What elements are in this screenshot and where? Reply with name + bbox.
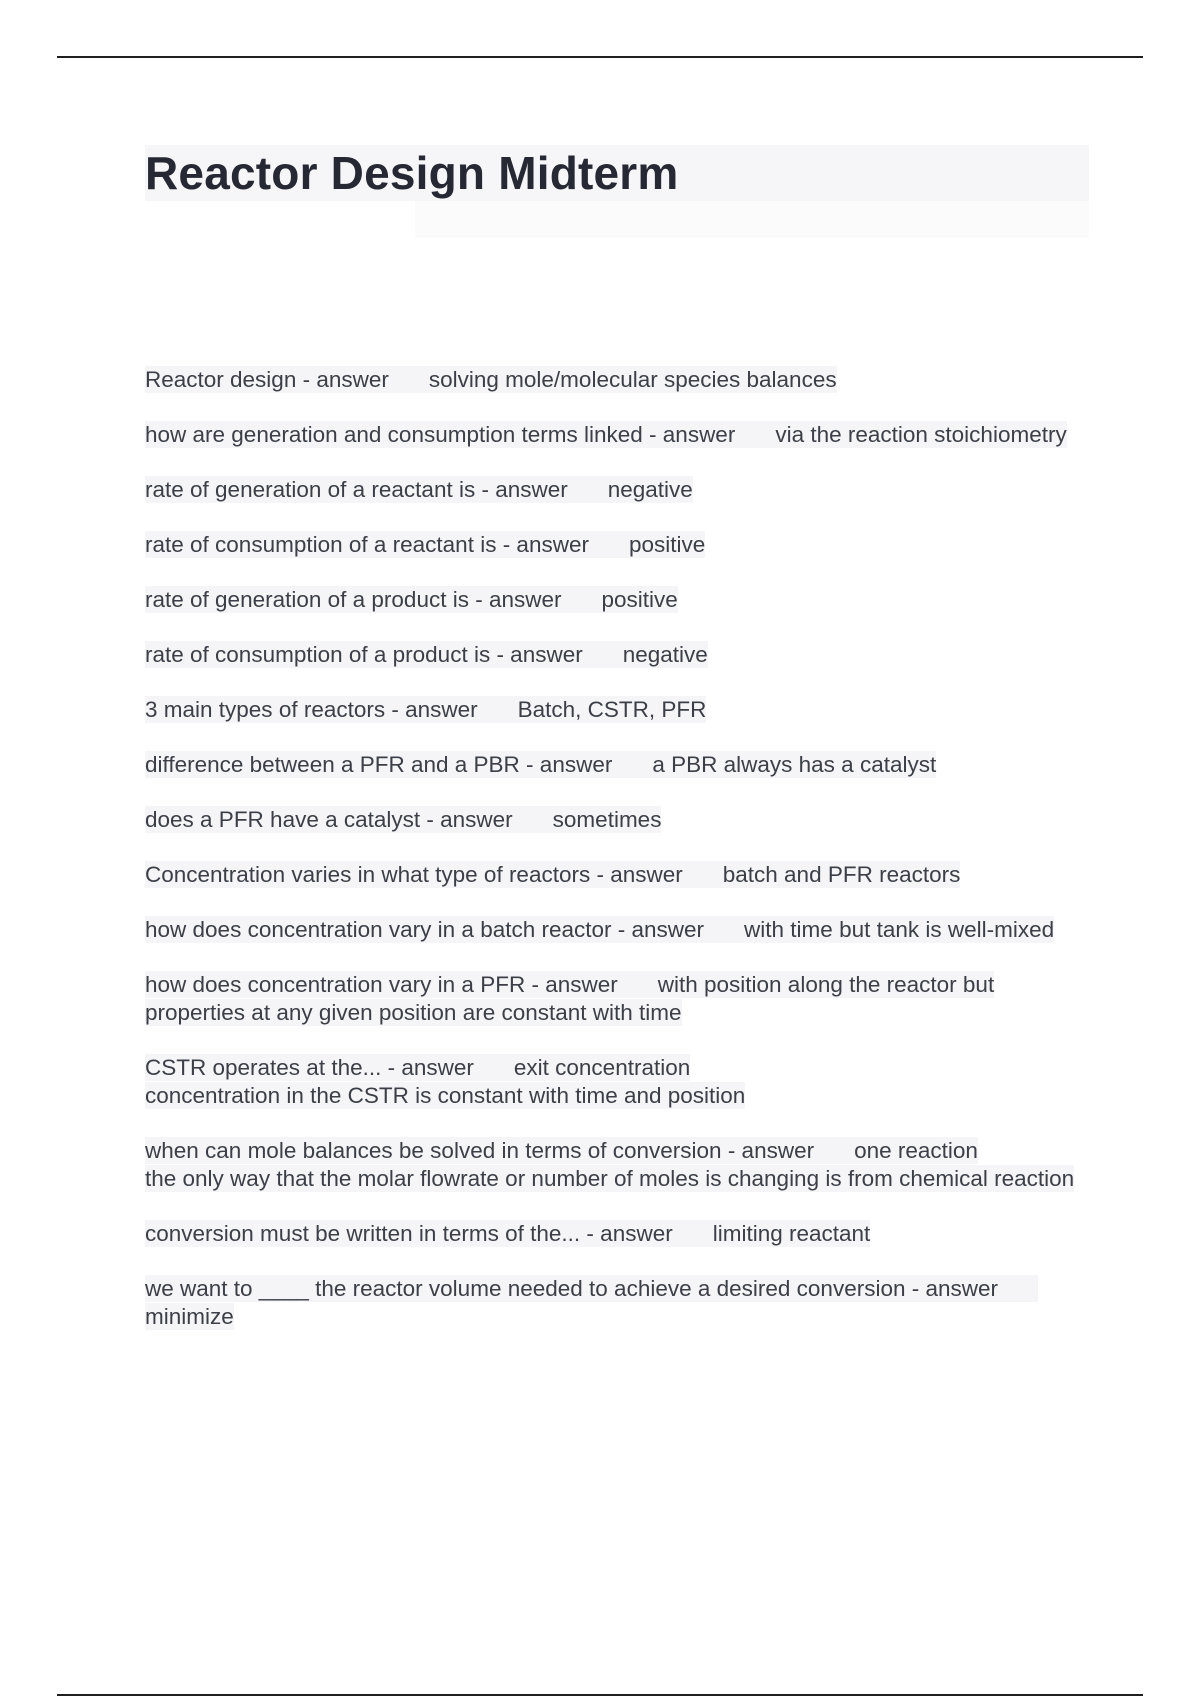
answer-text: with time but tank is well-mixed [744,917,1055,942]
qa-item-10 [145,861,1075,889]
qa-item-15 [145,1220,1075,1248]
title-highlight-secondary [415,201,1089,238]
header-rule [57,56,1143,58]
question-text: rate of consumption of a product is - answer [145,642,583,667]
question-text: CSTR operates at the... - answer [145,1055,474,1080]
question-text: how are generation and consumption terms linked - answer [145,422,736,447]
question-text: Concentration varies in what type of reactors - answer [145,862,683,887]
answer-text: via the reaction stoichiometry [775,422,1067,447]
answer-text: sometimes [552,807,662,832]
answer-text: negative [622,642,708,667]
qa-item-1 [145,366,1075,394]
qa-item-13 [145,1054,1075,1110]
page-title: Reactor Design Midterm [145,147,679,199]
answer-text-line2: concentration in the CSTR is constant with time and position [145,1083,746,1108]
footer-rule [57,1694,1143,1696]
qa-list [145,366,1075,1358]
answer-text: with position along the reactor but properties at any given position are constant with time [145,972,995,1025]
question-text: rate of generation of a reactant is - answer [145,477,568,502]
answer-text: solving mole/molecular species balances [428,367,837,392]
qa-item-16 [145,1275,1075,1331]
question-text: when can mole balances be solved in terms of conversion - answer [145,1138,815,1163]
answer-text: one reaction [854,1138,978,1163]
question-text: rate of generation of a product is - answer [145,587,562,612]
qa-item-3 [145,476,1075,504]
qa-item-14 [145,1137,1075,1193]
question-text: we want to ____ the reactor volume needed to achieve a desired conversion - answer [145,1276,999,1301]
question-text: difference between a PFR and a PBR - answer [145,752,613,777]
qa-item-4 [145,531,1075,559]
question-text: how does concentration vary in a batch reactor - answer [145,917,705,942]
answer-text-line2: the only way that the molar flowrate or number of moles is changing is from chemical reaction [145,1166,1075,1191]
answer-text: minimize [145,1304,234,1329]
qa-item-8 [145,751,1075,779]
qa-item-2 [145,421,1075,449]
question-text: rate of consumption of a reactant is - answer [145,532,589,557]
answer-text: limiting reactant [712,1221,871,1246]
answer-text: a PBR always has a catalyst [652,752,937,777]
answer-text: negative [607,477,693,502]
answer-text: positive [601,587,678,612]
question-text: does a PFR have a catalyst - answer [145,807,513,832]
question-text: conversion must be written in terms of the... - answer [145,1221,673,1246]
question-text: 3 main types of reactors - answer [145,697,478,722]
answer-text: positive [628,532,706,557]
qa-item-5 [145,586,1075,614]
qa-item-7 [145,696,1075,724]
qa-item-11 [145,916,1075,944]
answer-text: batch and PFR reactors [722,862,961,887]
qa-item-12 [145,971,1075,1027]
qa-item-9 [145,806,1075,834]
answer-text: Batch, CSTR, PFR [517,697,707,722]
qa-item-6 [145,641,1075,669]
answer-text: exit concentration [513,1055,691,1080]
question-text: how does concentration vary in a PFR - answer [145,972,618,997]
question-text: Reactor design - answer [145,367,389,392]
